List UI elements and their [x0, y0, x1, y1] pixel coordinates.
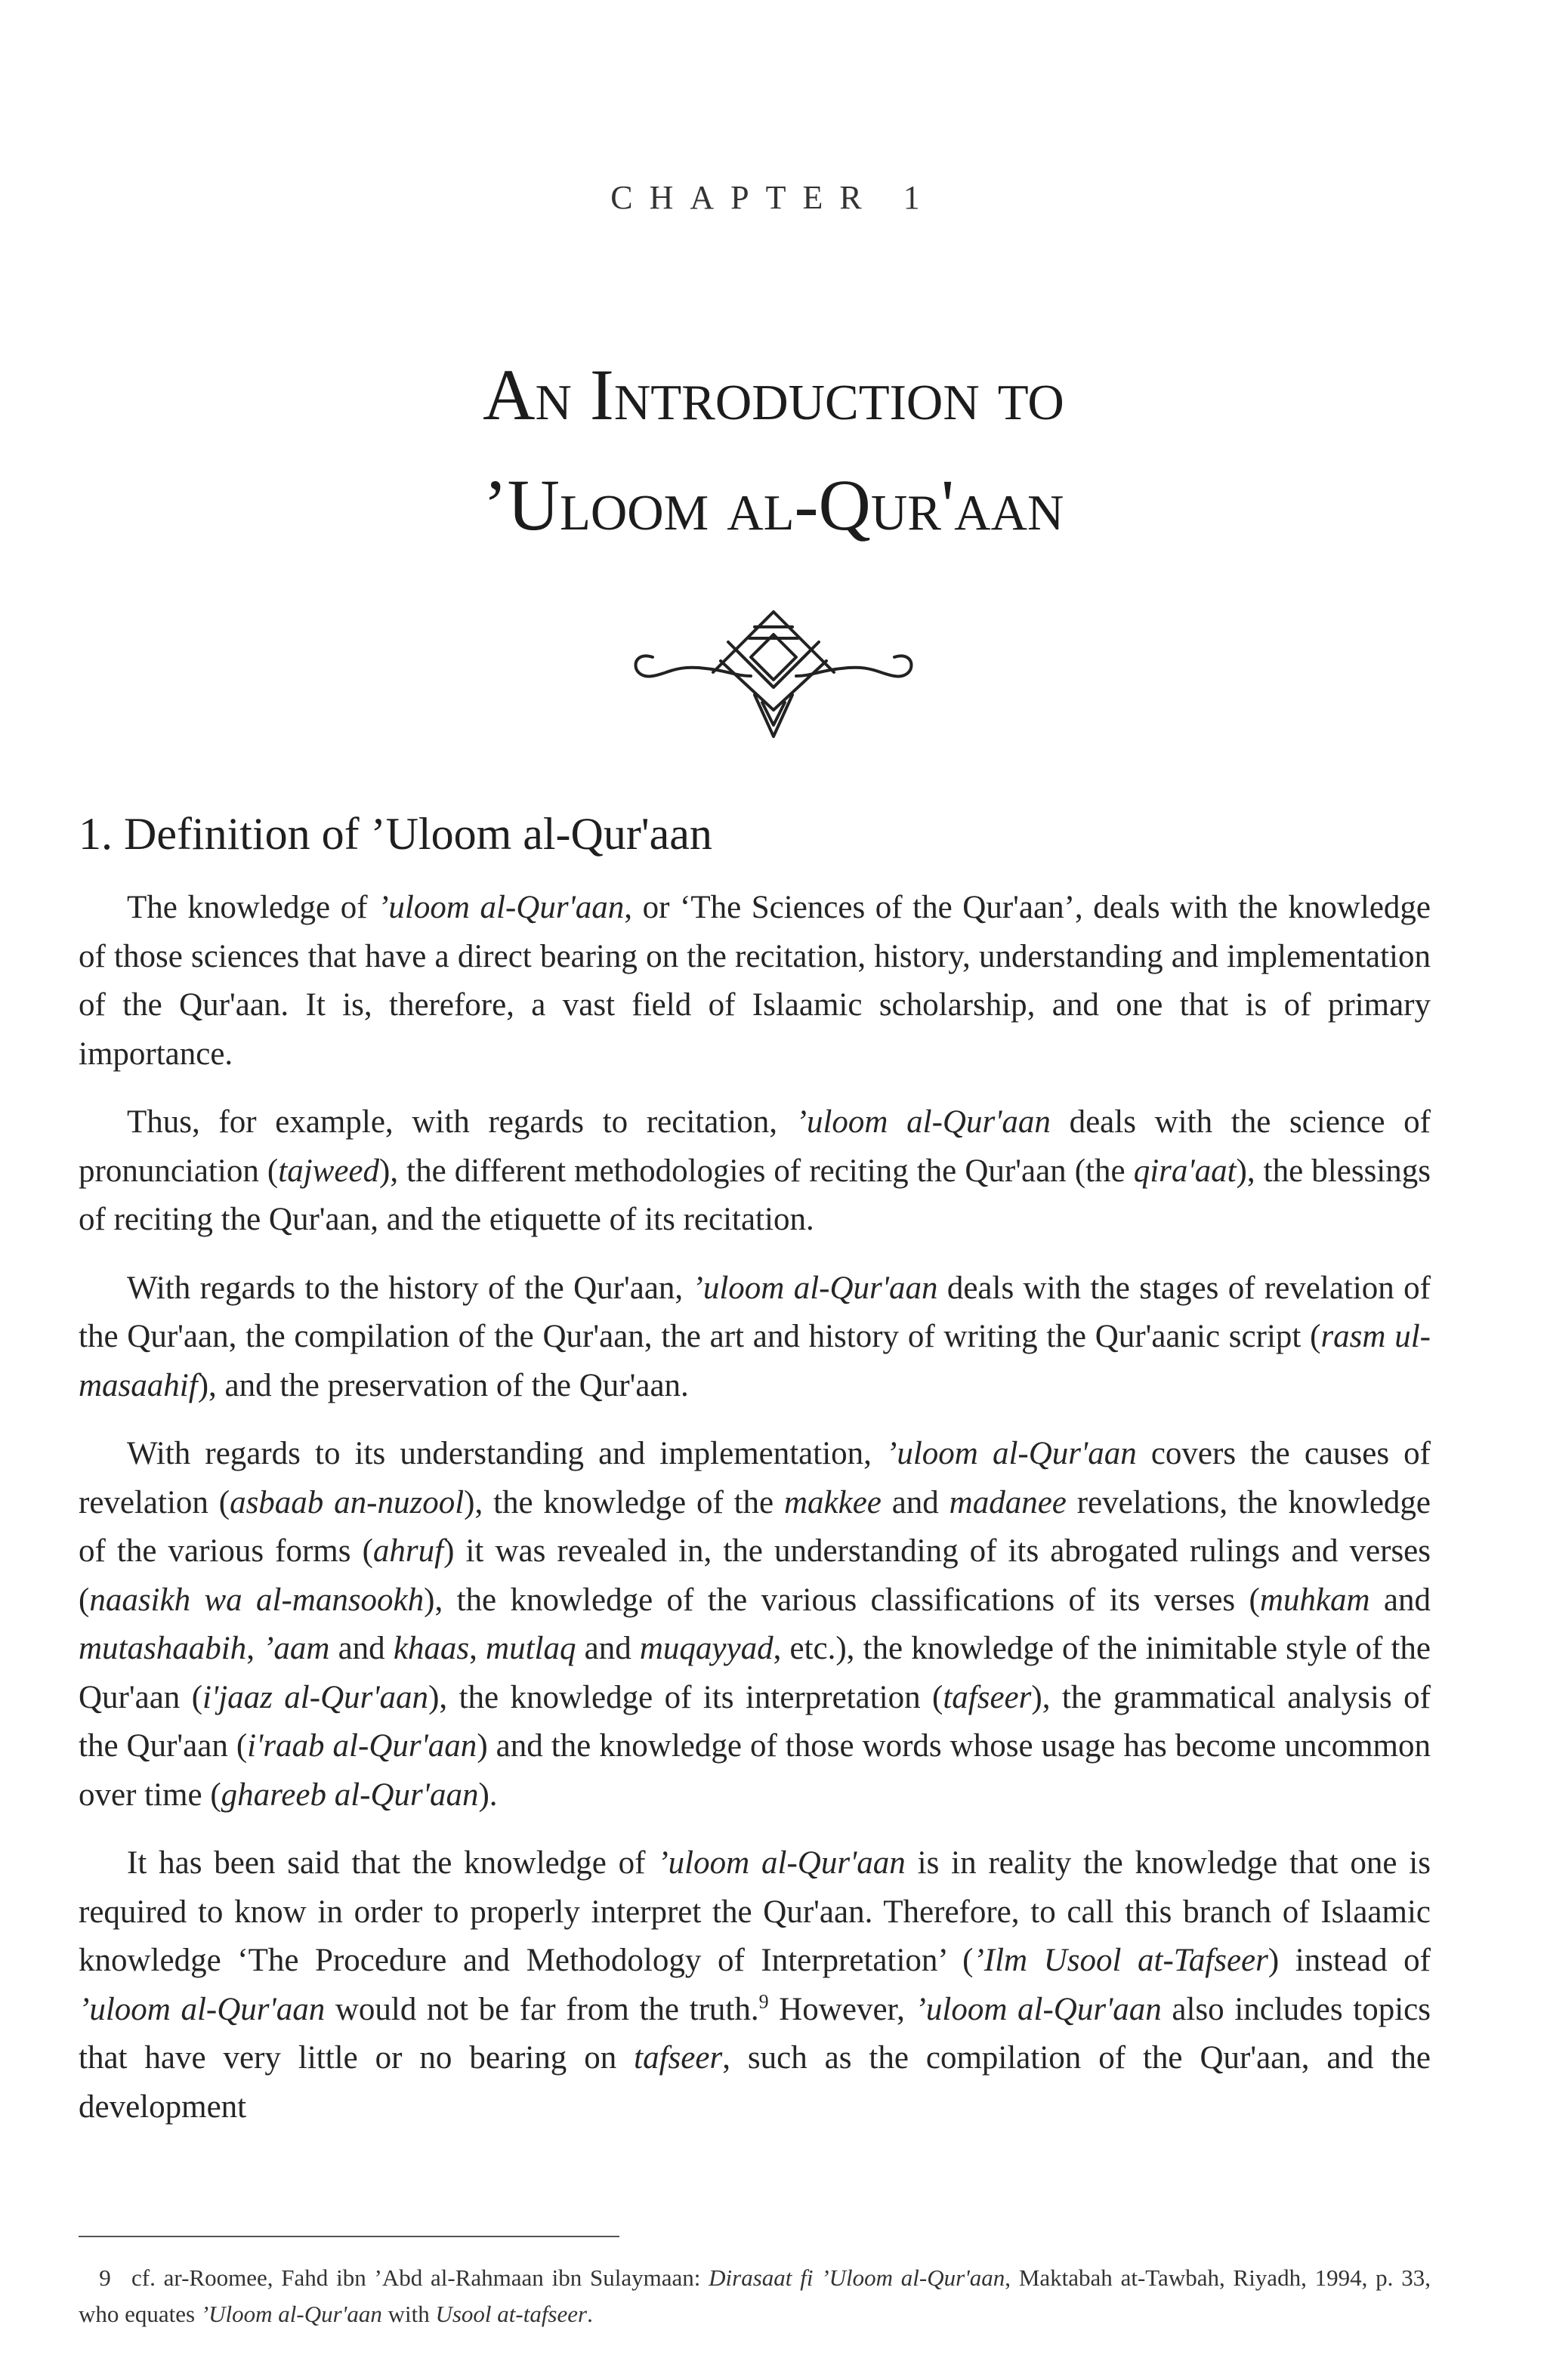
text-run: and — [576, 1631, 640, 1666]
text-run: ), the knowledge of the — [464, 1484, 784, 1520]
chapter-title-line-1: An Introduction to — [483, 354, 1064, 435]
italic-term: ahruf — [372, 1533, 444, 1569]
text-run: With regards to the history of the Qur'aan, — [127, 1270, 693, 1306]
text-run: , Maktabah at-Tawbah, Riyadh, 1994, p. 33, who equates — [79, 2264, 1431, 2327]
text-run: and — [881, 1484, 950, 1520]
italic-term: tafseer — [943, 1679, 1032, 1715]
paragraph — [79, 1839, 1431, 2132]
text-run: , etc.), the knowledge of the inimitable style of the Qur'aan ( — [79, 1631, 1431, 1715]
text-run: ), the different methodologies of reciting the Qur'aan (the — [379, 1153, 1134, 1189]
italic-term: ’uloom al-Qur'aan — [378, 890, 625, 925]
italic-term: makkee — [783, 1484, 882, 1520]
text-run: is in reality the knowledge that one is required to know in order to properly interpret the Qur'aan. Therefore, to call this branch of Islaamic knowledge ‘The Procedure and Methodology of Interpretation’ ( — [79, 1845, 1431, 1978]
italic-term: ’Ilm Usool at-Tafseer — [973, 1943, 1268, 1978]
section-number: 1. — [79, 809, 113, 859]
text-run: It has been said that the knowledge of — [127, 1845, 658, 1881]
footnote-ref: 9 — [758, 1990, 769, 2013]
text-run: ) it was revealed in, the understanding of its abrogated rulings and verses ( — [79, 1533, 1431, 1618]
body-text — [79, 884, 1431, 2151]
paragraph — [79, 1098, 1431, 1245]
text-run: also includes topics that have very little or no bearing on — [79, 1991, 1431, 2076]
chapter-title-line-2: ’Uloom al-Qur'aan — [483, 465, 1064, 545]
text-run: The knowledge of — [127, 890, 378, 925]
paragraph — [79, 1430, 1431, 1820]
italic-term: khaas — [393, 1631, 470, 1666]
italic-term: ’uloom al-Qur'aan — [79, 1991, 326, 2027]
text-run: , — [469, 1631, 486, 1666]
italic-term: tajweed — [278, 1153, 379, 1189]
italic-term: madanee — [949, 1484, 1067, 1520]
italic-term: ’uloom al-Qur'aan — [795, 1104, 1051, 1140]
italic-term: naasikh wa al-mansookh — [89, 1582, 425, 1618]
italic-term: ’uloom al-Qur'aan — [657, 1845, 906, 1881]
section-title: Definition of ’Uloom al-Qur'aan — [124, 809, 712, 859]
text-run: revelations, the knowledge of the various forms ( — [79, 1484, 1431, 1569]
footnote — [79, 2260, 1431, 2332]
text-run: ) instead of — [1268, 1943, 1431, 1978]
italic-term: Usool at-tafseer — [435, 2301, 588, 2327]
text-run: covers the causes of revelation ( — [79, 1436, 1431, 1520]
italic-term: ’Uloom al-Qur'aan — [200, 2301, 382, 2327]
text-run: ), the knowledge of its interpretation ( — [428, 1679, 943, 1715]
italic-term: muqayyad — [639, 1631, 774, 1666]
italic-term: mutlaq — [486, 1631, 576, 1666]
text-run: would not be far from the truth. — [325, 1991, 759, 2027]
italic-term: tafseer — [634, 2040, 723, 2076]
italic-term: ’aam — [263, 1631, 330, 1666]
text-run: and — [329, 1631, 394, 1666]
footnote-number: 9 — [99, 2264, 111, 2291]
text-run: However, — [768, 1991, 916, 2027]
text-run: deals with the science of pronunciation ( — [79, 1104, 1431, 1189]
text-run: cf. ar-Roomee, Fahd ibn ’Abd al-Rahmaan ibn Sulaymaan: — [131, 2264, 709, 2291]
text-run: , — [246, 1631, 264, 1666]
footnote-divider — [79, 2236, 619, 2237]
text-run: ), the knowledge of the various classifications of its verses ( — [424, 1582, 1260, 1618]
italic-term: ghareeb al-Qur'aan — [221, 1777, 479, 1813]
italic-term: asbaab an-nuzool — [230, 1484, 465, 1520]
text-run: , such as the compilation of the Qur'aan, and the development — [79, 2040, 1431, 2125]
italic-term: ’uloom al-Qur'aan — [692, 1270, 938, 1306]
text-run: ), the grammatical analysis of the Qur'aan ( — [79, 1679, 1431, 1764]
italic-term: ’uloom al-Qur'aan — [886, 1436, 1137, 1471]
paragraph — [79, 1264, 1431, 1411]
text-run: deals with the stages of revelation of the Qur'aan, the compilation of the Qur'aan, the art and history of writing the Qur'aanic script ( — [79, 1270, 1431, 1354]
italic-term: qira'aat — [1133, 1153, 1237, 1189]
text-run: , or ‘The Sciences of the Qur'aan’, deals with the knowledge of those sciences that have a direct bearing on the recitation, history, understanding and implementation of the Qur'aan. It is, therefore, a vast field of Islaamic scholarship, and one that is of primary importance. — [79, 890, 1431, 1072]
italic-term: Dirasaat fi ’Uloom al-Qur'aan — [709, 2264, 1005, 2291]
chapter-label: CHAPTER 1 — [610, 179, 937, 216]
text-run: ) and the knowledge of those words whose usage has become uncommon over time ( — [79, 1728, 1431, 1813]
text-run: and — [1369, 1582, 1431, 1618]
decorative-ornament-icon — [622, 604, 925, 748]
section-heading — [79, 808, 712, 860]
chapter-title — [0, 340, 1547, 560]
text-run: Thus, for example, with regards to recitation, — [127, 1104, 796, 1140]
italic-term: i'raab al-Qur'aan — [247, 1728, 477, 1764]
italic-term: muhkam — [1259, 1582, 1370, 1618]
italic-term: ’uloom al-Qur'aan — [915, 1991, 1162, 2027]
italic-term: rasm ul-masaahif — [79, 1319, 1431, 1403]
text-run: With regards to its understanding and implementation, — [127, 1436, 887, 1471]
italic-term: i'jaaz al-Qur'aan — [202, 1679, 429, 1715]
text-run: ), and the preservation of the Qur'aan. — [197, 1367, 689, 1403]
text-run: ), the blessings of reciting the Qur'aan, and the etiquette of its recitation. — [79, 1153, 1431, 1237]
text-run: ). — [478, 1777, 498, 1813]
text-run: . — [587, 2301, 593, 2327]
text-run: with — [381, 2301, 436, 2327]
footnote-text — [79, 2264, 1431, 2327]
italic-term: mutashaabih — [79, 1631, 247, 1666]
paragraph — [79, 884, 1431, 1079]
